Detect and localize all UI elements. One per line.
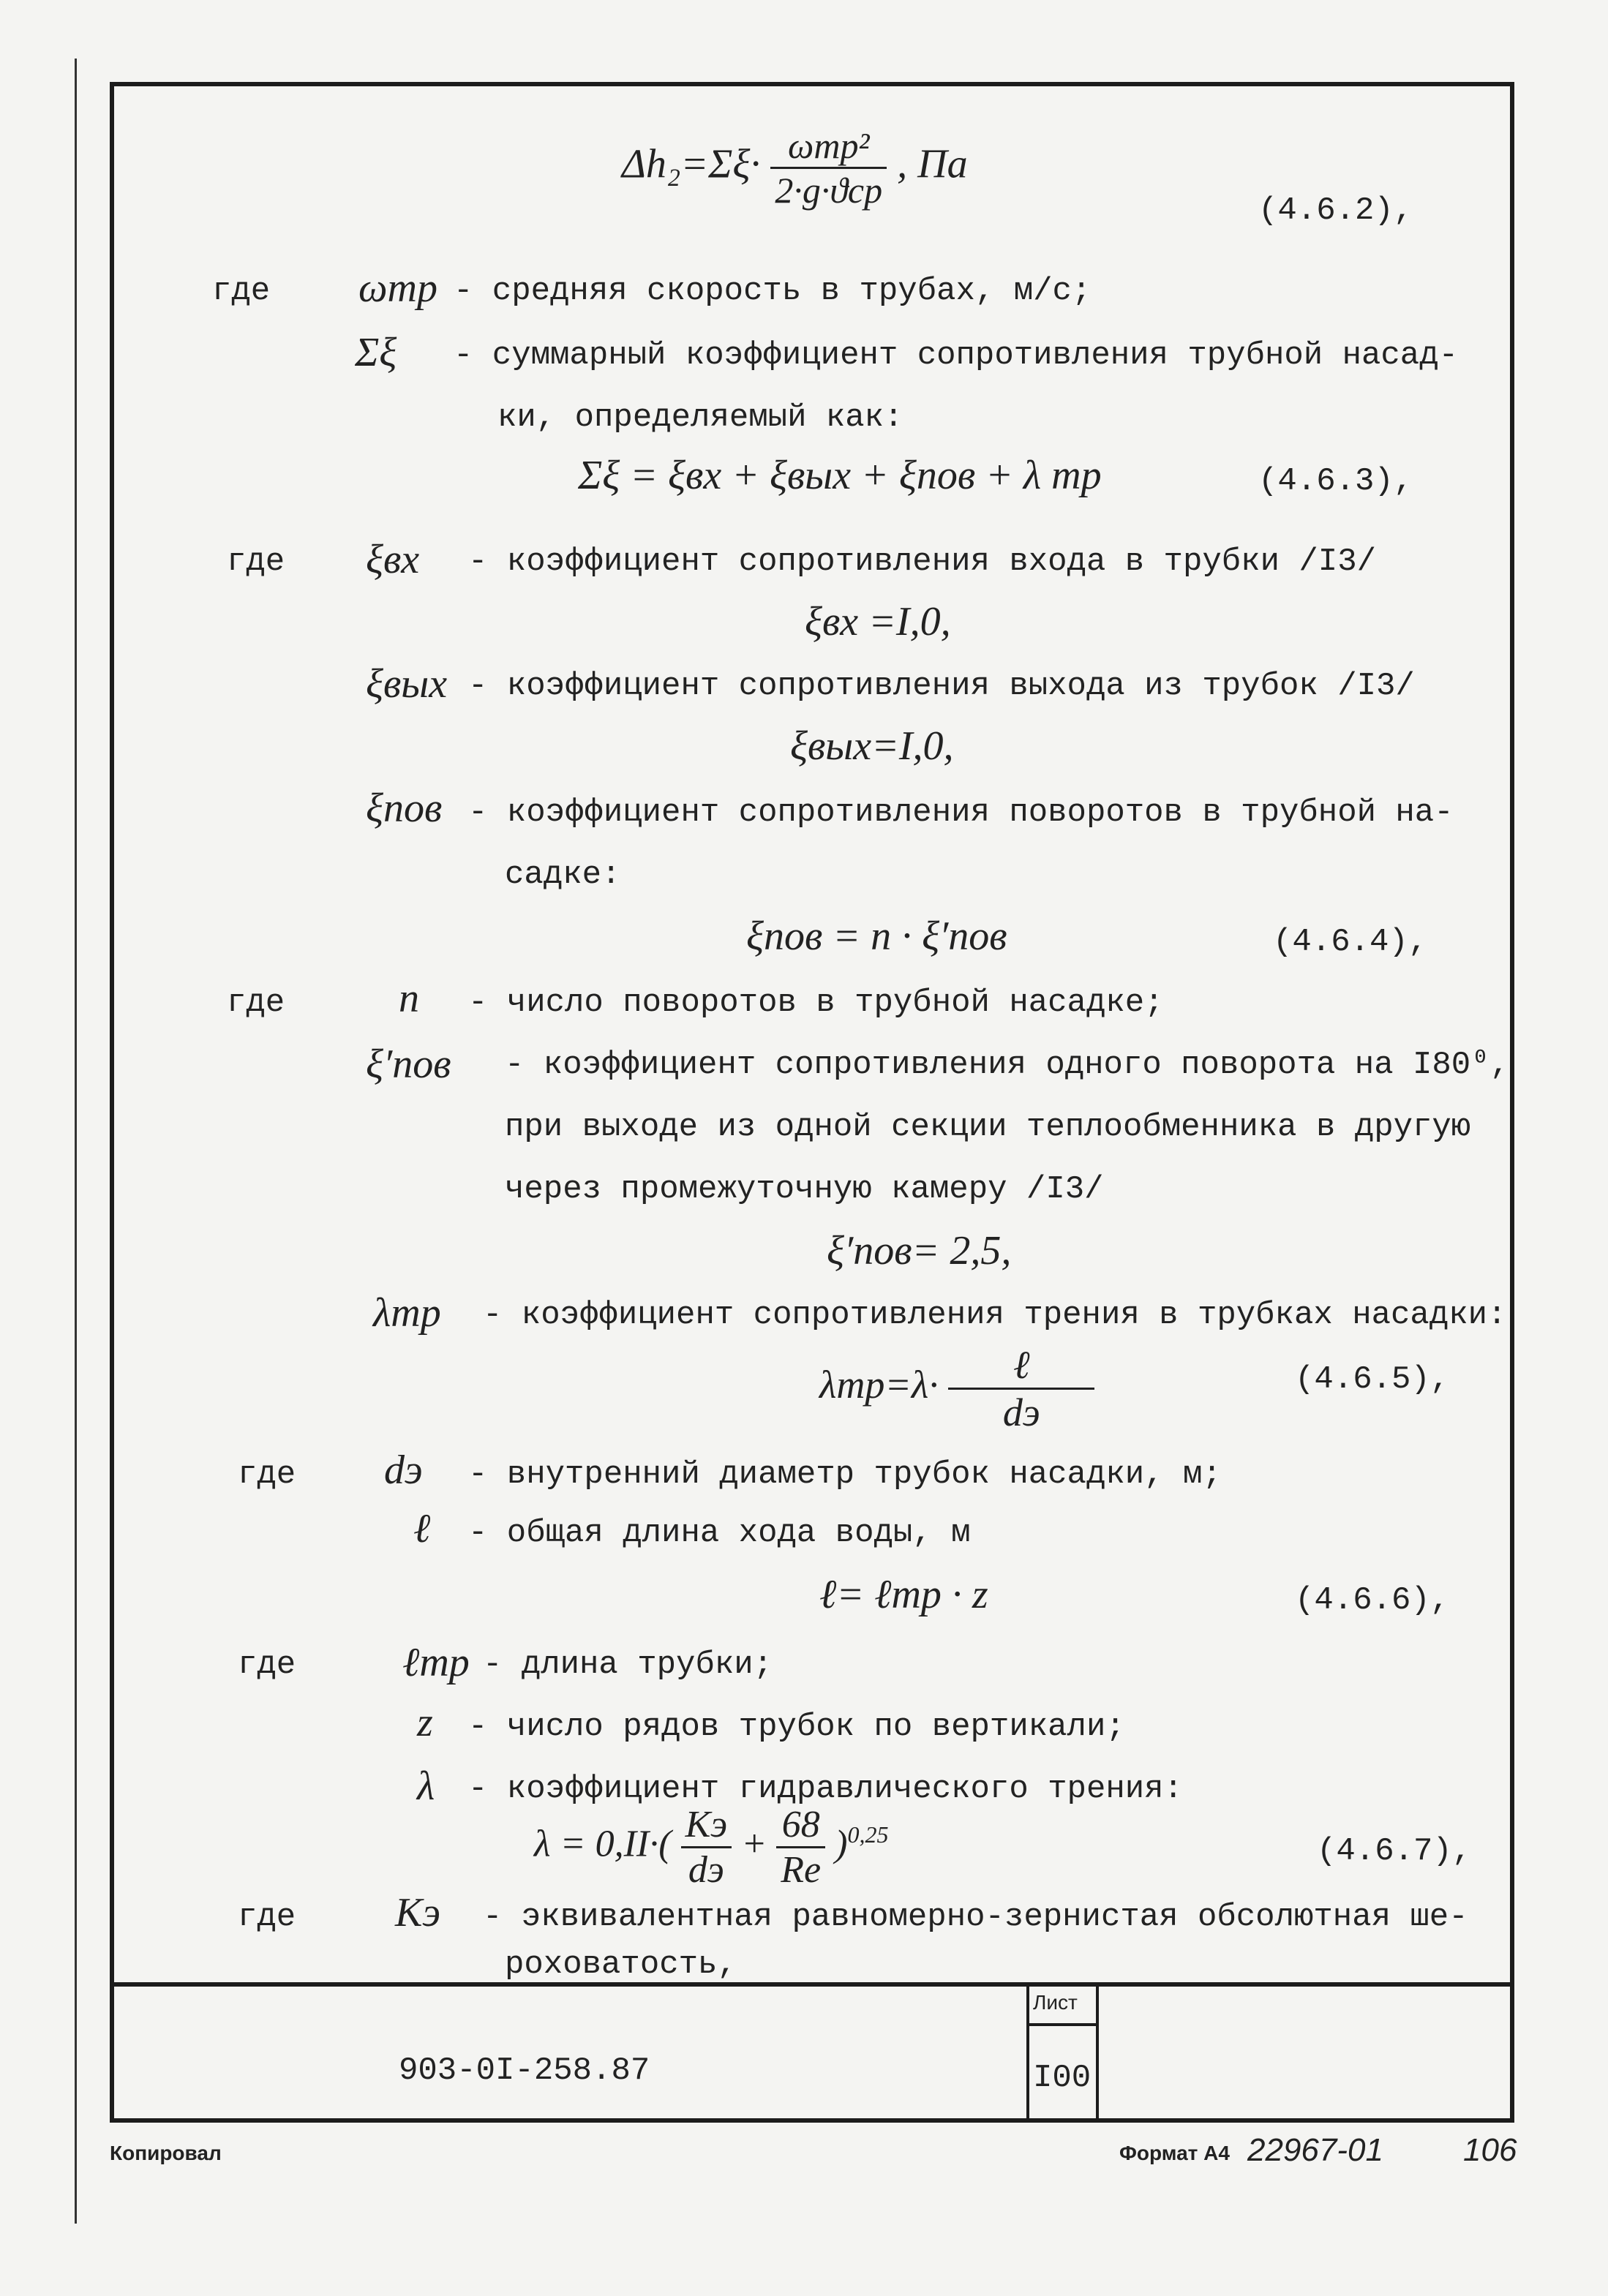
eq-label-4-6-7: (4.6.7), (1317, 1833, 1472, 1870)
definition-text: - коэффициент сопротивления входа в трубки /I3/ (468, 543, 1377, 580)
footer-page-number: 106 (1463, 2132, 1517, 2168)
formula-xi-vyx-value: ξвых=I,0, (790, 723, 954, 769)
symbol-xi-pov-1: ξ′пов (366, 1042, 451, 1087)
definition-text: - коэффициент сопротивления трения в трубках насадки: (483, 1297, 1507, 1333)
symbol-lambda-tr: λтр (373, 1290, 441, 1336)
formula-exponent: 0,25 (847, 1821, 889, 1848)
left-binding-line (75, 59, 77, 2224)
formula-denominator: 2·g·ϑср (775, 170, 883, 211)
definition-text: ки, определяемый как: (497, 399, 903, 436)
footer-copied: Копировал (110, 2142, 222, 2164)
eq-label-4-6-5: (4.6.5), (1295, 1361, 1450, 1398)
definition-text: - эквивалентная равномерно-зернистая обсолютная ше- (483, 1899, 1468, 1935)
symbol-k-e: Kэ (395, 1890, 441, 1935)
formula-unit: , Па (897, 141, 968, 187)
stamp-divider (1026, 1987, 1029, 2123)
symbol-l: ℓ (413, 1506, 431, 1551)
footer-inventory-number: 22967-01 (1247, 2132, 1383, 2168)
sheet-number: I00 (1033, 2060, 1092, 2096)
symbol-xi-vyx: ξвых (366, 661, 448, 707)
where-label: где (238, 1899, 296, 1935)
formula-denominator: dэ (688, 1849, 724, 1891)
symbol-d-e: dэ (384, 1448, 423, 1493)
footer-format: Формат А4 (1119, 2142, 1230, 2164)
definition-text: - число рядов трубок по вертикали; (468, 1709, 1125, 1745)
formula-denominator: Re (781, 1849, 822, 1891)
formula-denominator: dэ (1002, 1390, 1040, 1434)
where-label: где (227, 543, 285, 580)
formula-numerator: Kэ (681, 1803, 732, 1848)
formula-lhs: Δh₂=Σξ· (622, 141, 761, 187)
formula-numerator: 68 (776, 1803, 825, 1848)
symbol-z: z (417, 1700, 433, 1745)
definition-text: - длина трубки; (483, 1646, 773, 1683)
formula-numerator: ℓ (948, 1342, 1094, 1390)
definition-text: - коэффициент сопротивления одного поворота на I80⁰, (505, 1047, 1510, 1083)
definition-text: - общая длина хода воды, м (468, 1515, 971, 1551)
where-label: где (227, 985, 285, 1021)
formula-rhs: ) (835, 1823, 848, 1865)
definition-text: - суммарный коэффициент сопротивления трубной насад- (454, 337, 1459, 374)
symbol-l-tr: ℓтр (402, 1640, 470, 1685)
definition-text: через промежуточную камеру /I3/ (505, 1171, 1104, 1208)
stamp-divider (1026, 2023, 1099, 2026)
formula-4-6-5 (819, 1342, 1094, 1435)
where-label: где (238, 1646, 296, 1683)
definition-text: - коэффициент сопротивления выхода из трубок /I3/ (468, 668, 1415, 704)
symbol-w-tr: ωтр (358, 266, 437, 311)
formula-lhs: λтр=λ· (819, 1362, 939, 1407)
definition-text: роховатость, (505, 1946, 737, 1983)
sheet-label: Лист (1033, 1991, 1078, 2014)
title-block (110, 1982, 1514, 2123)
formula-xi-pov-1-value: ξ′пов= 2,5, (827, 1228, 1012, 1273)
formula-4-6-3: Σξ = ξвх + ξвых + ξпов + λ тр (578, 453, 1102, 498)
where-label: где (238, 1456, 296, 1493)
formula-4-6-6: ℓ= ℓтр · z (819, 1572, 988, 1617)
formula-4-6-4: ξпов = n · ξ′пов (746, 914, 1007, 959)
eq-label-4-6-3: (4.6.3), (1258, 463, 1413, 500)
symbol-sum-xi: Σξ (355, 330, 397, 375)
definition-text: - внутренний диаметр трубок насадки, м; (468, 1456, 1222, 1493)
symbol-n: n (399, 976, 419, 1021)
definition-text: - коэффициент гидравлического трения: (468, 1771, 1183, 1807)
document-number: 903-0I-258.87 (399, 2052, 650, 2089)
eq-label-4-6-2: (4.6.2), (1258, 192, 1413, 229)
formula-plus: + (741, 1823, 767, 1865)
formula-4-6-2 (622, 124, 968, 211)
formula-4-6-7 (534, 1803, 888, 1892)
eq-label-4-6-6: (4.6.6), (1295, 1582, 1450, 1619)
stamp-divider (1096, 1987, 1099, 2123)
eq-label-4-6-4: (4.6.4), (1273, 924, 1428, 960)
definition-text: - коэффициент сопротивления поворотов в трубной на- (468, 794, 1454, 831)
symbol-xi-pov: ξпов (366, 786, 443, 831)
formula-lhs: λ = 0,II·( (534, 1823, 672, 1865)
symbol-lambda: λ (417, 1764, 435, 1809)
symbol-xi-vx: ξвх (366, 537, 420, 582)
where-label: где (212, 273, 271, 309)
formula-xi-vx-value: ξвх =I,0, (805, 599, 951, 644)
definition-text: - число поворотов в трубной насадке; (468, 985, 1164, 1021)
definition-text: - средняя скорость в трубах, м/с; (454, 273, 1092, 309)
definition-text: при выходе из одной секции теплообменника в другую (505, 1109, 1471, 1145)
formula-numerator: ωтр² (770, 124, 887, 169)
definition-text: садке: (505, 857, 621, 893)
